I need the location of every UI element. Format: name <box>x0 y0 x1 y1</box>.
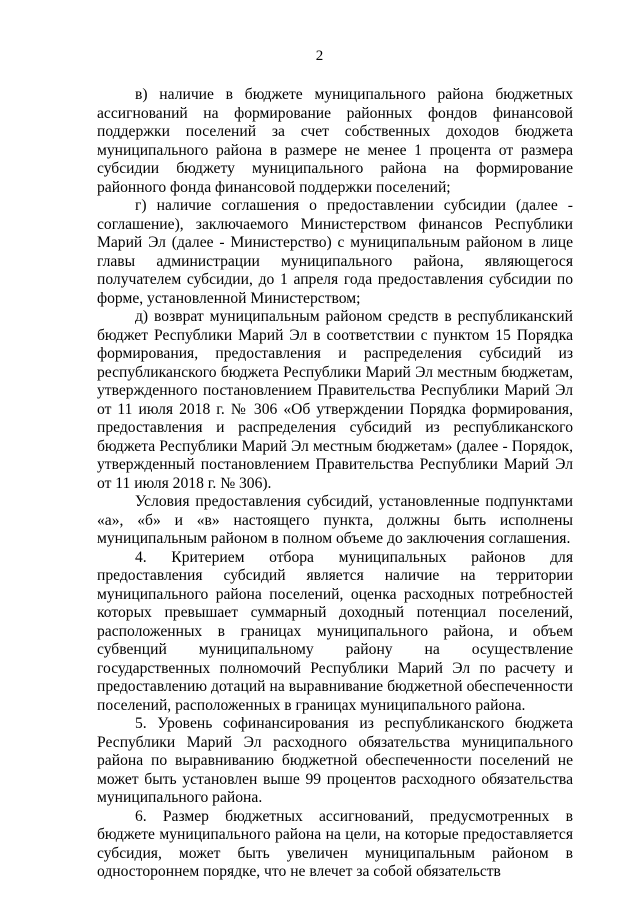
paragraph-v: в) наличие в бюджете муниципального района бюджетных ассигнований на формирование районных фондов финансовой поддержки поселений за счет собственных доходов бюджета муниципального района в размере не менее 1 процента от размера субсидии бюджету муниципального района на формирование районного фонда финансовой поддержки поселений; <box>97 86 573 196</box>
paragraph-5: 5. Уровень софинансирования из республиканского бюджета Республики Марий Эл расходного обязательства муниципального района по выравниванию бюджетной обеспеченности поселений не может быть установлен выше 99 процентов расходного обязательства муниципального района. <box>97 715 573 806</box>
page-number: 2 <box>315 48 324 64</box>
paragraph-d: д) возврат муниципальным районом средств в республиканский бюджет Республики Марий Эл в соответствии с пунктом 15 Порядка формирования, предоставления и распределения субсидий из республиканского бюджета Республики Марий Эл местным бюджетам, утвержденного постановлением Правительства Республики Марий Эл от 11 июля 2018 г. № 306 «Об утверждении Порядка формирования, предоставления и распределения субсидий из республиканского бюджета Республики Марий Эл местным бюджетам» (далее - Порядок, утвержденный постановлением Правительства Республики Марий Эл от 11 июля 2018 г. № 306). <box>97 308 573 492</box>
paragraph-4: 4. Критерием отбора муниципальных районов для предоставления субсидий является наличие на территории муниципального района поселений, оценка расходных потребностей которых превышает суммарный доходный потенциал поселений, расположенных в границах муниципального района, и объем субвенций муниципальному району на осуществление государственных полномочий Республики Марий Эл по расчету и предоставлению дотаций на выравнивание бюджетной обеспеченности поселений, расположенных в границах муниципального района. <box>97 548 573 714</box>
paragraph-g: г) наличие соглашения о предоставлении субсидии (далее - соглашение), заключаемого Министерством финансов Республики Марий Эл (далее - Министерство) с муниципальным районом в лице главы администрации муниципального района, являющегося получателем субсидии, до 1 апреля года предоставления субсидии по форме, установленной Министерством; <box>97 197 573 307</box>
paragraph-6: 6. Размер бюджетных ассигнований, предусмотренных в бюджете муниципального района на цели, на которые предоставляется субсидия, может быть увеличен муниципальным районом в одностороннем порядке, что не влечет за собой обязательств <box>97 807 573 880</box>
paragraph-conditions: Условия предоставления субсидий, установленные подпунктами «а», «б» и «в» настоящего пункта, должны быть исполнены муниципальным районом в полном объеме до заключения соглашения. <box>97 493 573 547</box>
body-text <box>97 86 573 882</box>
